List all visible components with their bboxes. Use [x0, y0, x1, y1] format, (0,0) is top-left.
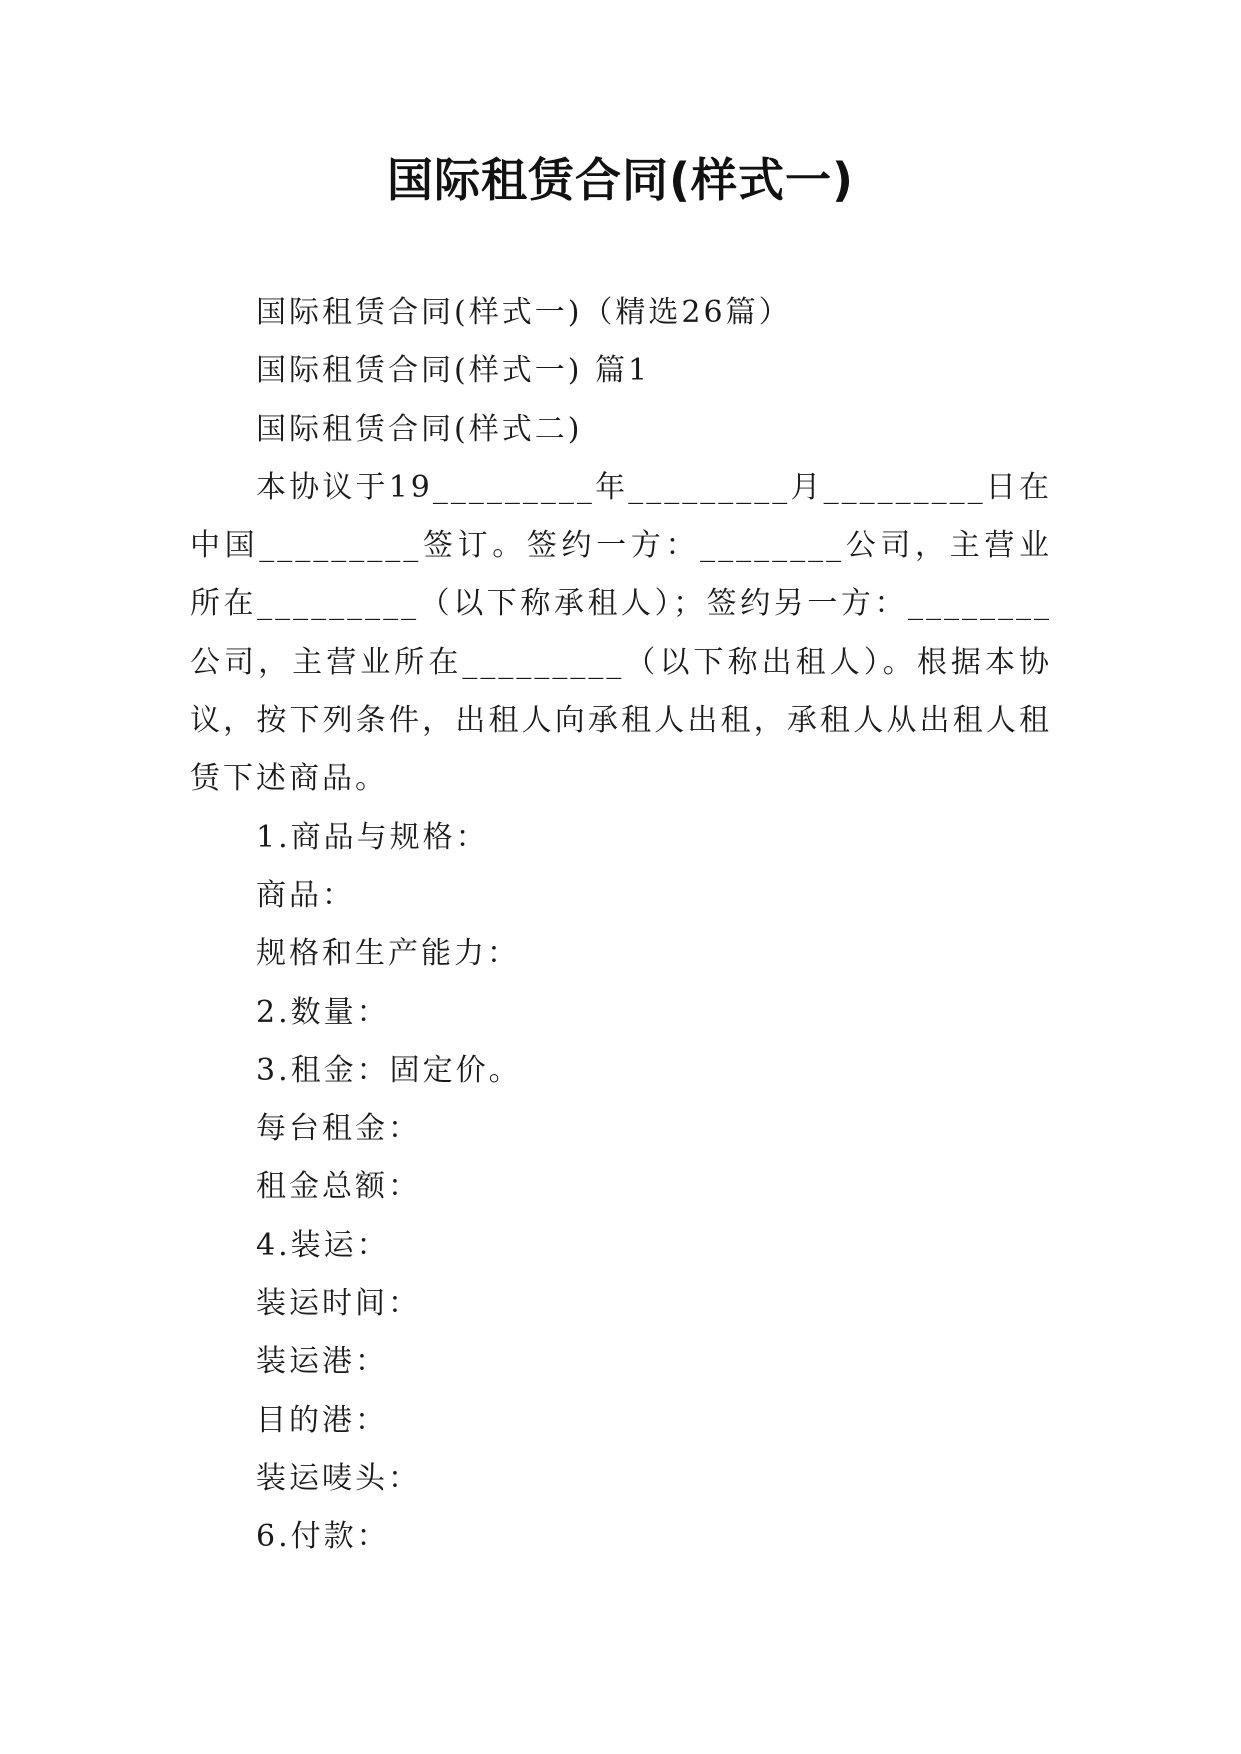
clause-line: 租金总额：	[256, 1169, 421, 1205]
clause-line: 规格和生产能力：	[256, 936, 520, 972]
clause-line: 装运时间：	[256, 1286, 421, 1322]
clause-line: 每台租金：	[256, 1111, 421, 1147]
document-body	[190, 284, 1052, 1567]
clause-line: 1.商品与规格：	[256, 819, 489, 855]
clause-line: 装运唛头：	[256, 1460, 421, 1496]
clause-line: 目的港：	[256, 1402, 388, 1438]
clause-line: 2.数量：	[256, 994, 390, 1030]
clause-line: 3.租金：固定价。	[256, 1052, 522, 1088]
intro-paragraph: 本协议于19_________年_________月_________日在中国_________签订。签约一方：________公司，主营业所在_________（以下称承租人）；签约另一方：________公司，主营业所在_________（以下称出租人）。根据本协议，按下列条件，出租人向承租人出租，承租人从出租人租赁下述商品。	[190, 469, 1052, 797]
section-heading: 国际租赁合同(样式一) 篇1	[256, 353, 651, 389]
contract-heading: 国际租赁合同(样式二)	[256, 411, 583, 447]
clause-line: 商品：	[256, 877, 355, 913]
clause-line: 4.装运：	[256, 1227, 390, 1263]
clause-line: 6.付款：	[256, 1519, 390, 1555]
subtitle-line: 国际租赁合同(样式一)（精选26篇）	[256, 295, 792, 330]
clause-line: 装运港：	[256, 1344, 388, 1380]
document-title: 国际租赁合同(样式一)	[386, 153, 855, 207]
